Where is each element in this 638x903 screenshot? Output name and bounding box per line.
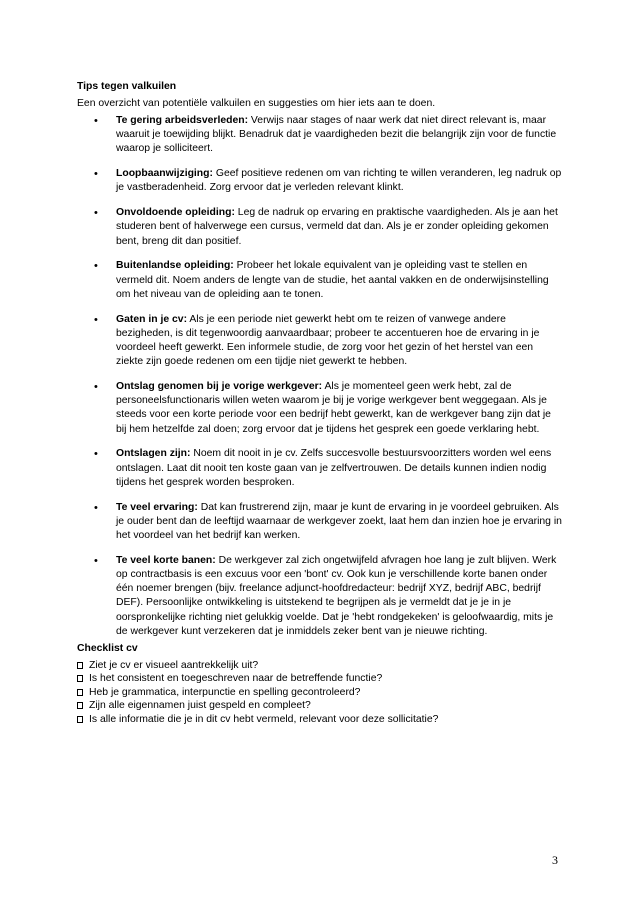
tip-text: Dat kan frustrerend zijn, maar je kunt de ervaring in je voordeel gebruiken. Als je ouder bent dan de leeftijd waarnaar de werkgever zoekt, laat hem dan inzien hoe je ervaring in het voordeel van het bedrijf kan werken. (116, 501, 562, 542)
bullet-icon: • (94, 313, 98, 326)
checkbox-icon (77, 675, 83, 682)
checkbox-icon (77, 702, 83, 709)
bullet-icon: • (94, 554, 98, 567)
tip-term: Loopbaanwijziging: (116, 168, 213, 180)
tip-text: Probeer het lokale equivalent van je opleiding vast te stellen en vermeld dit. Noem anders de lengte van de studie, het aantal vakken en de onderwijsinstelling om het niveau van de opleiding aan te tonen. (116, 260, 549, 300)
page-number: 3 (552, 853, 558, 867)
checklist-item-text: Is het consistent en toegeschreven naar de betreffende functie? (89, 673, 383, 685)
tip-item (77, 259, 562, 302)
bullet-icon: • (94, 448, 98, 461)
checklist-item (77, 672, 562, 685)
tip-item (77, 447, 562, 490)
checklist-item-text: Is alle informatie die je in dit cv hebt vermeld, relevant voor deze sollicitatie? (89, 713, 439, 725)
checkbox-icon (77, 716, 83, 723)
tip-term: Buitenlandse opleiding: (116, 260, 234, 272)
tip-text: Als je momenteel geen werk hebt, zal de personeelsfunctionaris willen weten waarom je bij je vorige werkgever bent weggegaan. Als je steeds voor een korte periode voor een bedrijf hebt gewerkt, kan de werkgever bang zijn dat je bij hem hetzelfde zal doen; zorg ervoor dat je tijdens het gesprek een goede verklaring hebt. (116, 381, 551, 435)
bullet-icon: • (94, 115, 98, 127)
bullet-icon: • (94, 260, 98, 273)
tip-term: Gaten in je cv: (116, 313, 188, 325)
checklist (77, 659, 562, 726)
tip-item (77, 554, 562, 639)
checklist-item-text: Heb je grammatica, interpunctie en spelling gecontroleerd? (89, 686, 361, 698)
tip-term: Te veel korte banen: (116, 554, 216, 566)
tips-list (77, 114, 562, 639)
checklist-item (77, 659, 562, 672)
bullet-icon: • (94, 168, 98, 181)
tip-term: Onvoldoende opleiding: (116, 207, 235, 219)
checklist-item (77, 686, 562, 699)
tip-item (77, 380, 562, 437)
tip-term: Te gering arbeidsverleden: (116, 115, 249, 126)
checklist-item (77, 699, 562, 712)
tip-item (77, 114, 562, 157)
tip-text: Als je een periode niet gewerkt hebt om te reizen of vanwege andere bezigheden, is dit tegenwoordig aanvaardbaar; probeer te accentueren hoe de ervaring in je voordeel heeft gewerkt. Een informele studie, de zorg voor het gezin of het herstel van een ziekte zijn goede redenen om een tijdje niet gewerkt te hebben. (116, 313, 540, 368)
document-page (77, 80, 562, 726)
checklist-item (77, 713, 562, 726)
tip-text: Geef positieve redenen om van richting te willen veranderen, leg nadruk op je vastberadenheid. Zorg ervoor dat je verleden relevant klinkt. (116, 168, 562, 194)
checklist-title: Checklist cv (77, 643, 138, 655)
tip-text: Verwijs naar stages of naar werk dat niet direct relevant is, maar waaruit je toewijding blijkt. Benadruk dat je vaardigheden bezit die belangrijk zijn voor de functie waarop je solliciteert. (116, 115, 557, 155)
checklist-item-text: Zijn alle eigennamen juist gespeld en compleet? (89, 700, 311, 712)
tip-term: Te veel ervaring: (116, 501, 198, 513)
tip-text: De werkgever zal zich ongetwijfeld afvragen hoe lang je zult blijven. Werk op contractbasis is een excuus voor een 'bont' cv. Ook kun je verschillende korte banen onder één noemer brengen (bijv. freelance adjunct-hoofdredacteur: bedrijf XYZ, bedrijf ABC, bedrijf DEF). Persoonlijke ontwikkeling is uitstekend te begrijpen als je vermeldt dat je je in je oorspronkelijke richting niet gelukkig voelde. Dat je 'hebt rondgekeken' is geloofwaardig, mits je de werkgever kunt verzekeren dat je inmiddels zeker bent van je nieuwe richting. (116, 554, 557, 637)
bullet-icon: • (94, 501, 98, 514)
bullet-icon: • (94, 381, 98, 394)
tips-intro: Een overzicht van potentiële valkuilen en suggesties om hier iets aan te doen. (77, 98, 436, 109)
tip-term: Ontslagen zijn: (116, 448, 191, 460)
tips-section-title: Tips tegen valkuilen (77, 81, 177, 92)
tip-item (77, 167, 562, 195)
bullet-icon: • (94, 207, 98, 220)
tip-item (77, 313, 562, 370)
checkbox-icon (77, 689, 83, 696)
tip-text: Leg de nadruk op ervaring en praktische vaardigheden. Als je aan het studeren bent of halverwege een cursus, vermeld dat dan. Als je er zonder opleiding gekomen bent, breng dit dan positief. (116, 207, 558, 247)
tip-item (77, 501, 562, 544)
tip-item (77, 206, 562, 249)
tip-text: Noem dit nooit in je cv. Zelfs succesvolle bestuursvoorzitters worden wel eens ontslagen. Laat dit nooit ten koste gaan van je zelfvertrouwen. De details kunnen indien nodig tijdens het gesprek worden besproken. (116, 448, 552, 488)
checkbox-icon (77, 662, 83, 669)
checklist-item-text: Ziet je cv er visueel aantrekkelijk uit? (89, 660, 259, 672)
tip-term: Ontslag genomen bij je vorige werkgever: (116, 381, 323, 393)
